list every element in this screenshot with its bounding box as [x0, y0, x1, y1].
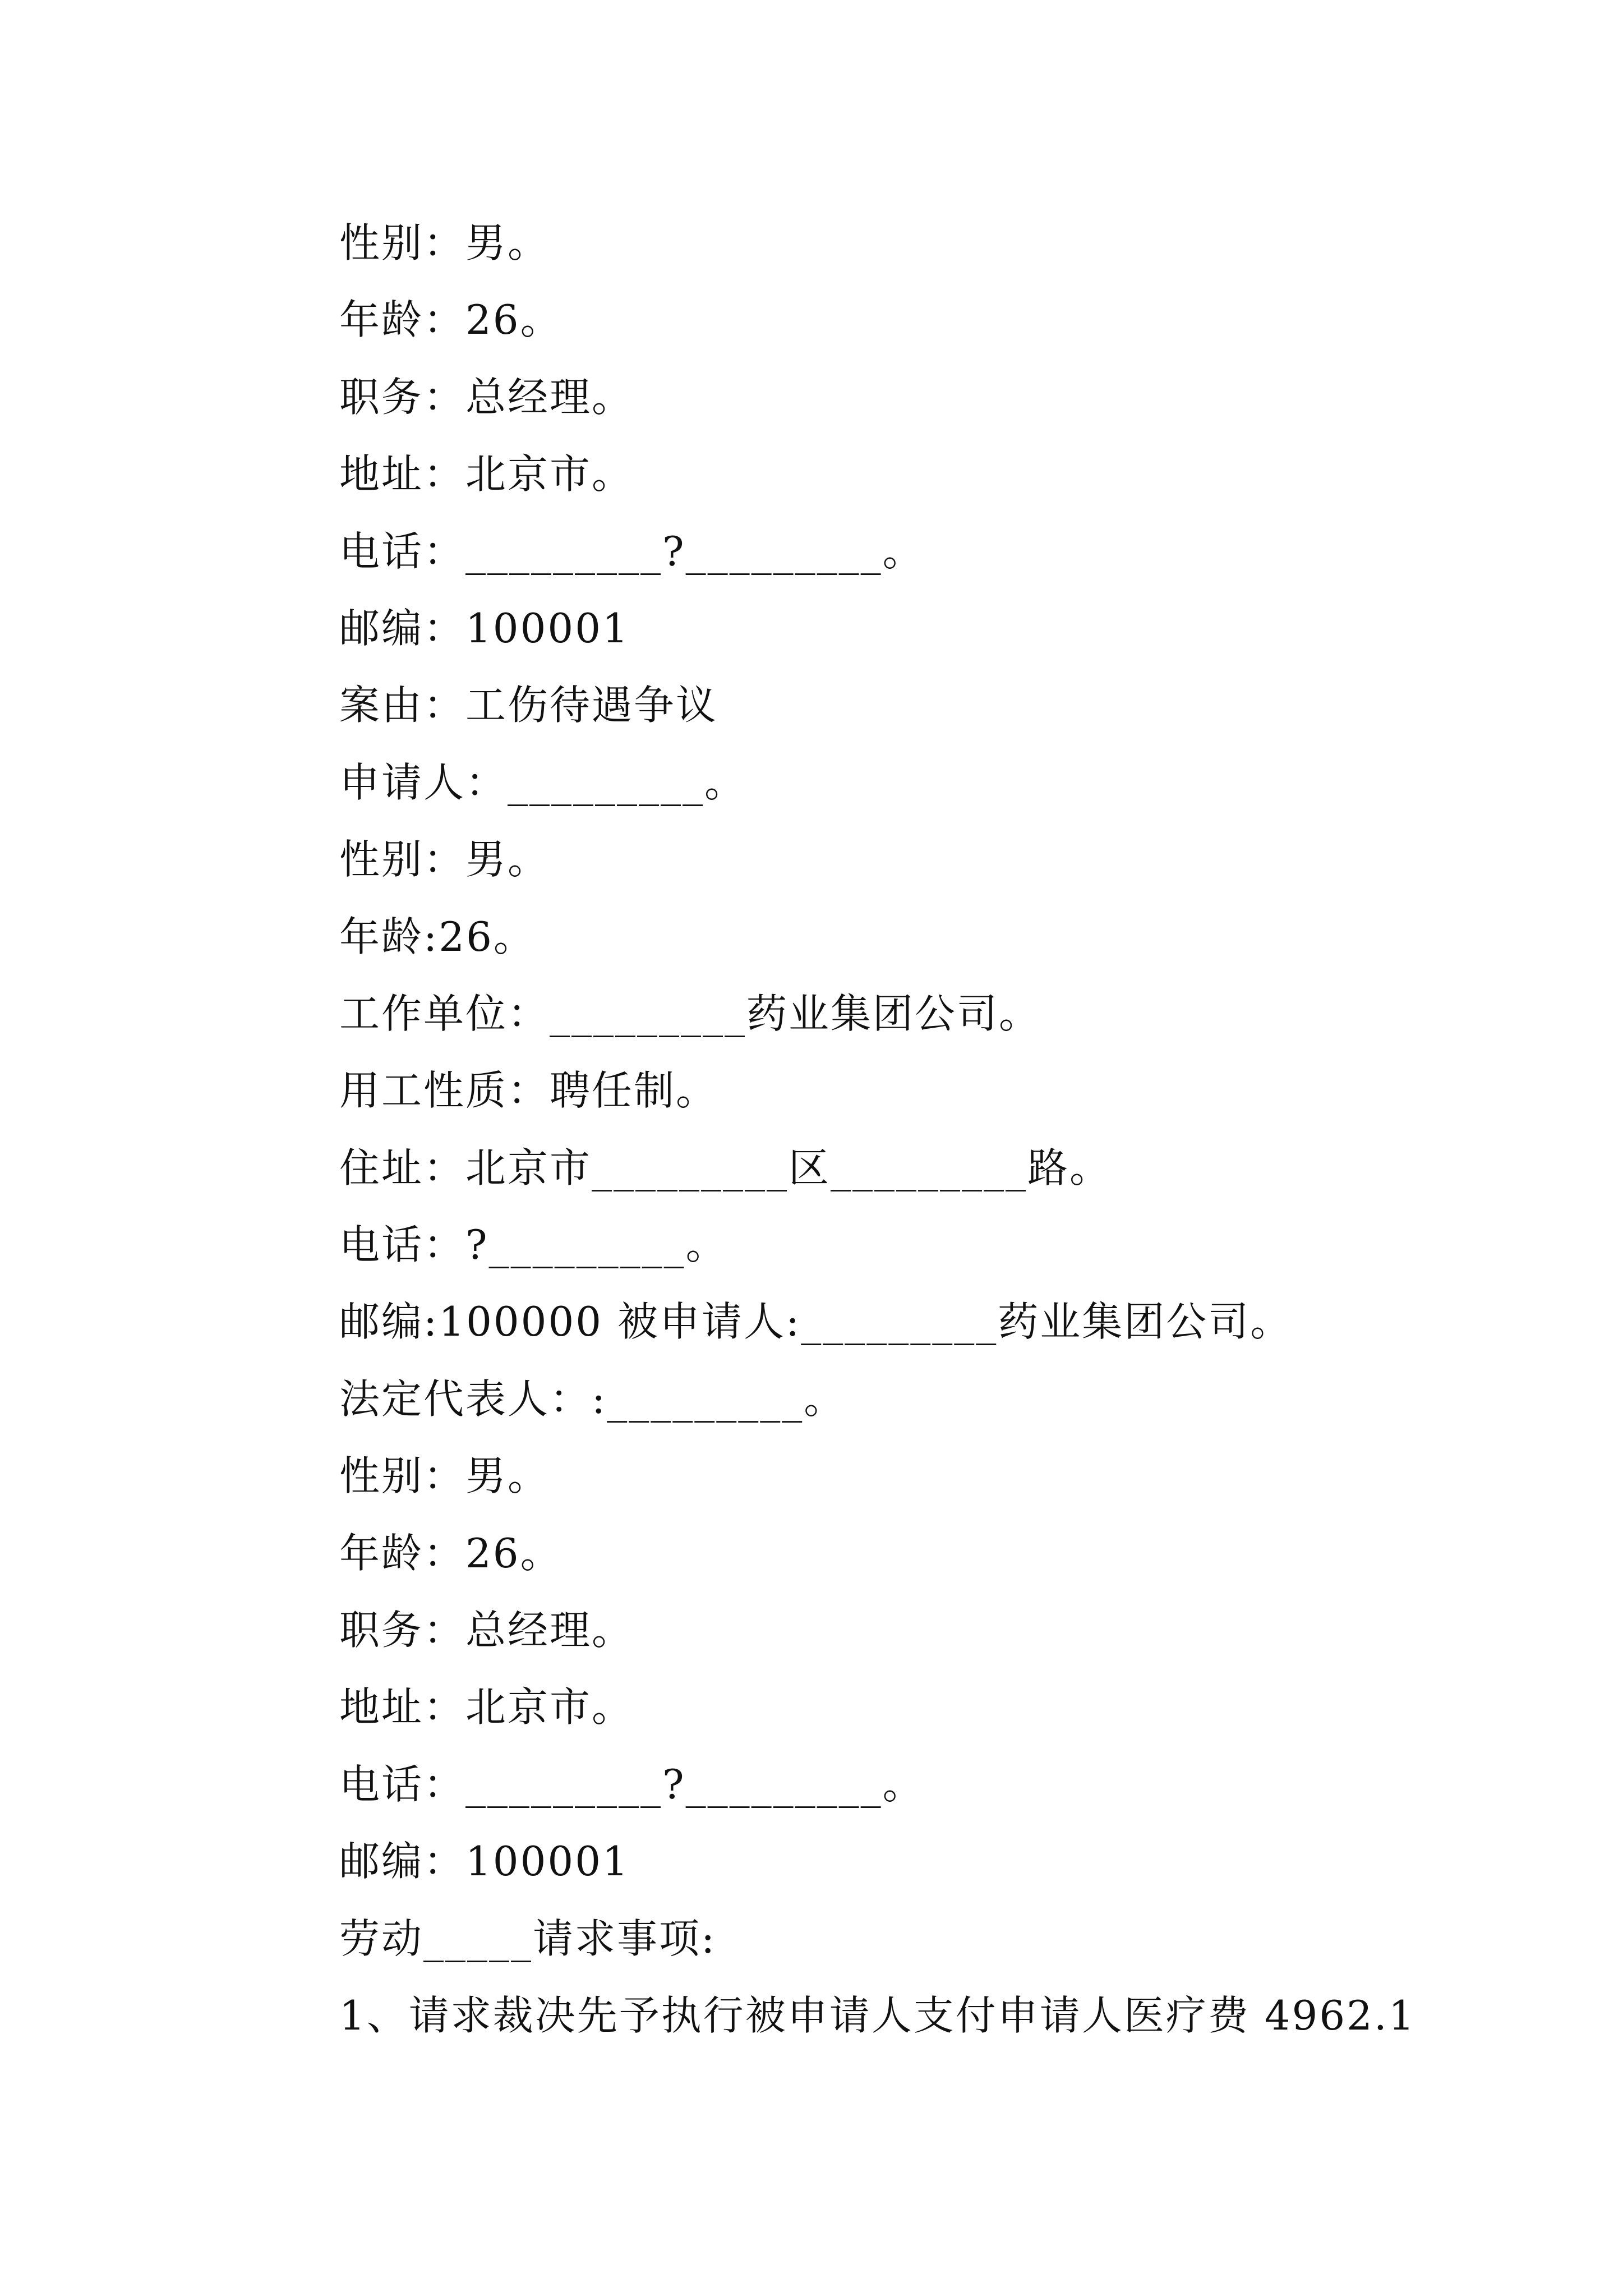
representative-position-line: 职务：总经理。 [339, 1607, 634, 1654]
gender-line: 性别：男。 [339, 219, 550, 266]
document-body [339, 205, 1517, 2054]
position-line: 职务：总经理。 [339, 373, 634, 421]
respondent-line: 邮编:100000 被申请人:_________药业集团公司。 [339, 1298, 1293, 1346]
applicant-phone-line: 电话：?_________。 [339, 1221, 728, 1269]
postcode-line: 邮编：100001 [339, 604, 630, 652]
representative-age-line: 年龄：26。 [339, 1529, 562, 1577]
legal-representative-line: 法定代表人：:_________。 [339, 1375, 846, 1423]
employer-line: 工作单位：_________药业集团公司。 [339, 990, 1041, 1037]
applicant-age-line: 年龄:26。 [339, 913, 536, 960]
representative-phone-line: 电话：_________?_________。 [339, 1760, 925, 1808]
representative-address-line: 地址：北京市。 [339, 1683, 634, 1731]
representative-gender-line: 性别：男。 [339, 1452, 550, 1500]
request-item-line: 1、请求裁决先予执行被申请人支付申请人医疗费 4962.1 [339, 1991, 1416, 2039]
age-line: 年龄：26。 [339, 296, 562, 344]
representative-postcode-line: 邮编：100001 [339, 1838, 630, 1885]
applicant-line: 申请人：_________。 [339, 758, 747, 806]
case-cause-line: 案由：工伤待遇争议 [339, 682, 718, 729]
applicant-gender-line: 性别：男。 [339, 836, 550, 884]
phone-line: 电话：_________?_________。 [339, 527, 925, 575]
address-line: 地址：北京市。 [339, 450, 634, 498]
employment-type-line: 用工性质：聘任制。 [339, 1067, 718, 1115]
requests-heading-line: 劳动_____请求事项: [339, 1915, 717, 1962]
residence-line: 住址：北京市_________区_________路。 [339, 1144, 1112, 1191]
